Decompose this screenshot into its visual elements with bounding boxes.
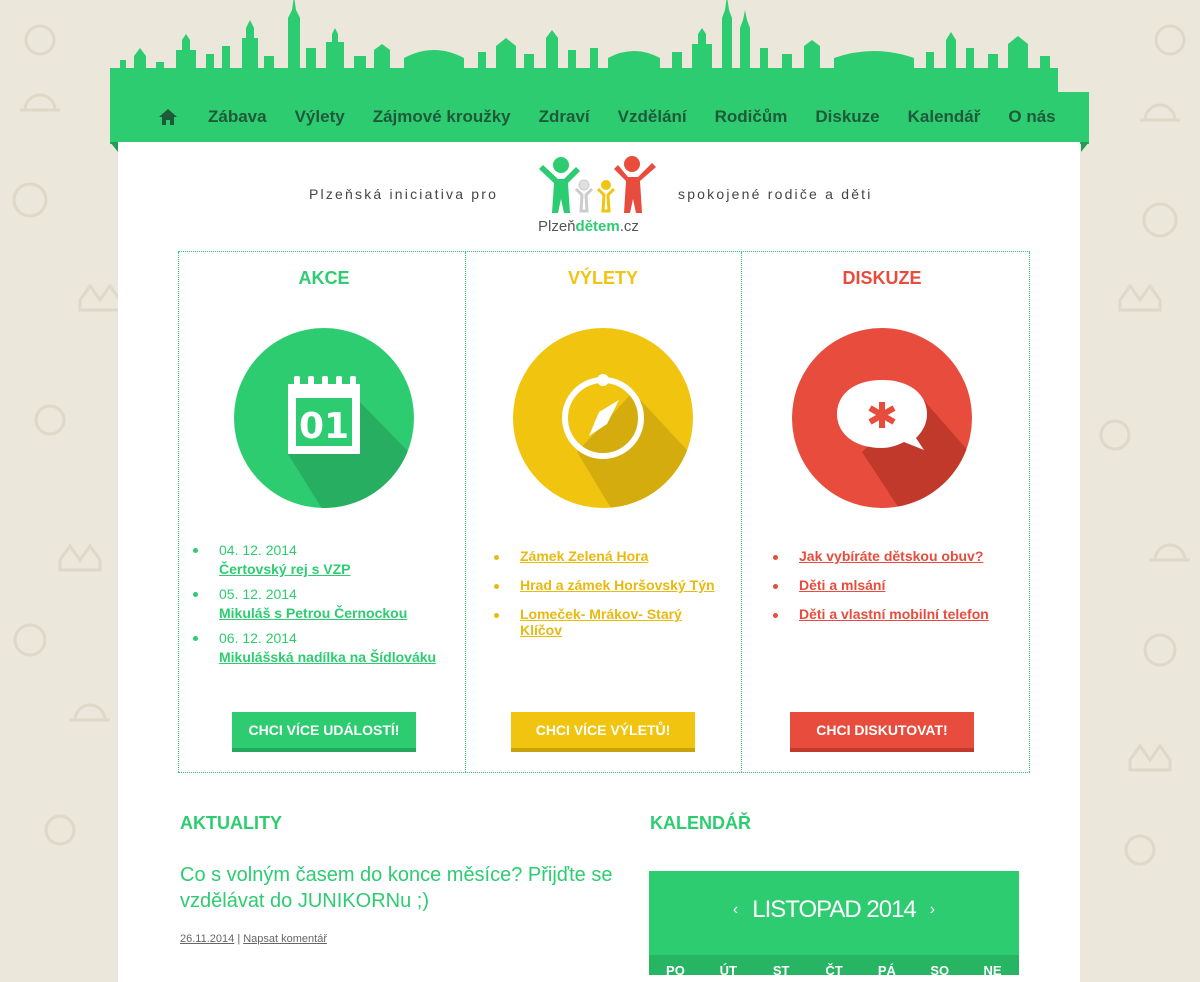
next-month-icon[interactable]: › bbox=[929, 901, 936, 918]
list-item bbox=[773, 606, 1013, 622]
calendar-icon-text: 01 bbox=[298, 406, 350, 447]
tagline-left: Plzeňská iniciativa pro bbox=[309, 186, 499, 202]
event-date: 05. 12. 2014 bbox=[219, 586, 297, 602]
list-item bbox=[773, 577, 1013, 593]
nav-item-vzdelani[interactable]: Vzdělání bbox=[617, 107, 687, 126]
list-item bbox=[494, 548, 726, 564]
list-item bbox=[494, 606, 726, 638]
divider-right bbox=[1029, 252, 1030, 772]
speech-bubble-icon[interactable] bbox=[792, 328, 972, 508]
discussion-link[interactable]: Děti a vlastní mobilní telefon bbox=[799, 606, 989, 622]
news-meta-separator: | bbox=[237, 933, 241, 945]
home-icon[interactable] bbox=[158, 108, 178, 126]
event-date: 04. 12. 2014 bbox=[219, 542, 297, 558]
write-comment-link[interactable]: Napsat komentář bbox=[243, 933, 327, 945]
nav-item-zabava[interactable]: Zábava bbox=[208, 107, 267, 126]
news-meta bbox=[180, 933, 327, 945]
logo-suffix: .cz bbox=[619, 218, 639, 235]
weekday-label: PÁ bbox=[877, 963, 896, 978]
weekday-label: ST bbox=[772, 963, 790, 978]
calendar-weekdays bbox=[649, 955, 1019, 978]
main-navigation bbox=[110, 92, 1089, 142]
divider-left bbox=[178, 252, 179, 772]
weekday-label: PO bbox=[666, 963, 685, 978]
nav-item-diskuze[interactable]: Diskuze bbox=[815, 107, 880, 126]
divider-col-1 bbox=[465, 252, 466, 772]
weekday-label: NE bbox=[983, 963, 1002, 978]
nav-fold-left bbox=[110, 142, 118, 152]
calendar-widget bbox=[649, 871, 1019, 978]
discussion-link[interactable]: Děti a mlsání bbox=[799, 577, 886, 593]
akce-event-list bbox=[193, 541, 443, 673]
kalendar-title: KALENDÁŘ bbox=[650, 813, 751, 833]
divider-top bbox=[178, 251, 1030, 252]
logo-prefix: Plzeň bbox=[538, 218, 576, 235]
nav-fold-right bbox=[1081, 142, 1089, 152]
logo-bold: dětem bbox=[575, 218, 620, 235]
list-item bbox=[193, 541, 443, 577]
news-date-link[interactable]: 26.11.2014 bbox=[180, 933, 235, 945]
city-skyline-banner bbox=[110, 8, 1090, 94]
vylety-title: VÝLETY bbox=[567, 268, 638, 288]
event-link[interactable]: Mikulášská nadílka na Šídlováku bbox=[219, 649, 437, 665]
divider-bottom bbox=[178, 772, 1030, 773]
vylety-link-list bbox=[494, 548, 726, 651]
trip-link[interactable]: Hrad a zámek Horšovský Týn bbox=[520, 577, 715, 593]
list-item bbox=[494, 577, 726, 593]
nav-item-vylety[interactable]: Výlety bbox=[294, 107, 345, 126]
calendar-icon[interactable] bbox=[234, 328, 414, 508]
list-item bbox=[193, 629, 443, 665]
event-date: 06. 12. 2014 bbox=[219, 630, 297, 646]
list-item bbox=[193, 585, 443, 621]
diskuze-link-list bbox=[773, 548, 1013, 635]
divider-col-2 bbox=[741, 252, 742, 772]
weekday-label: ÚT bbox=[719, 963, 737, 978]
weekday-label: ČT bbox=[825, 963, 843, 978]
nav-item-zdravi[interactable]: Zdraví bbox=[538, 107, 590, 126]
more-trips-button[interactable]: CHCI VÍCE VÝLETŮ! bbox=[511, 712, 695, 748]
nav-item-rodicum[interactable]: Rodičům bbox=[714, 107, 788, 126]
calendar-header bbox=[649, 871, 1019, 949]
calendar-month: LISTOPAD 2014 bbox=[752, 896, 916, 923]
list-item bbox=[773, 548, 1013, 564]
discuss-button[interactable]: CHCI DISKUTOVAT! bbox=[790, 712, 974, 748]
compass-icon[interactable] bbox=[513, 328, 693, 508]
trip-link[interactable]: Zámek Zelená Hora bbox=[520, 548, 649, 564]
diskuze-title: DISKUZE bbox=[842, 268, 922, 288]
akce-title: AKCE bbox=[298, 268, 350, 288]
weekday-label: SO bbox=[930, 963, 950, 978]
prev-month-icon[interactable]: ‹ bbox=[732, 901, 739, 918]
news-article-title[interactable]: Co s volným časem do konce měsíce? Přijďte se vzdělávat do JUNIKORNu ;) bbox=[180, 864, 613, 912]
nav-item-o-nas[interactable]: O nás bbox=[1008, 107, 1056, 126]
nav-item-zajmove-krouzky[interactable]: Zájmové kroužky bbox=[372, 107, 511, 126]
more-events-button[interactable]: CHCI VÍCE UDÁLOSTÍ! bbox=[232, 712, 416, 748]
trip-link[interactable]: Lomeček- Mrákov- Starý Klíčov bbox=[520, 606, 682, 638]
nav-item-kalendar[interactable]: Kalendář bbox=[907, 107, 981, 126]
event-link[interactable]: Čertovský rej s VZP bbox=[219, 561, 351, 577]
aktuality-title: AKTUALITY bbox=[180, 813, 282, 833]
logo-text[interactable] bbox=[538, 218, 639, 235]
event-link[interactable]: Mikuláš s Petrou Černockou bbox=[219, 605, 408, 621]
tagline-right: spokojené rodiče a děti bbox=[678, 186, 873, 202]
discussion-link[interactable]: Jak vybíráte dětskou obuv? bbox=[799, 548, 984, 564]
